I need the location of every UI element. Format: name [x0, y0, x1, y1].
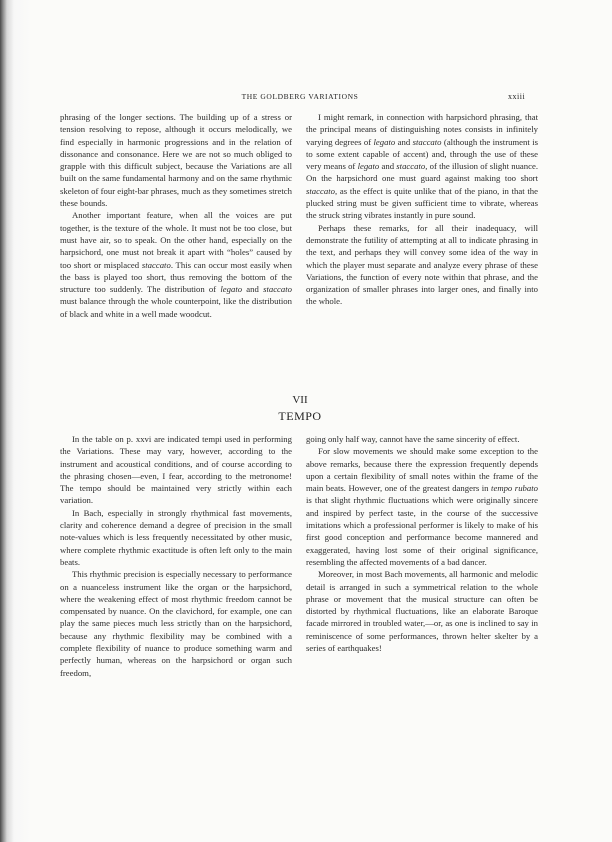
paragraph: This rhythmic precision is especially necessary to performance on a nuanceless instrument like the organ or the harpsichord, where the weakening effect of most rhythmic freedom cannot be compensated by nuance. On the clavichord, for example, one can play the same pieces much less strictly than on the harpsichord, because any rhythmic flexibility may be combined with a complete flexibility of nuance to produce something warm and perfectly human, whereas on the harpsichord or organ such freedom, [60, 569, 292, 678]
paragraph: I might remark, in connection with harpsichord phrasing, that the principal means of distinguishing notes consists in infinitely varying degrees of legato and staccato (although the instrument is to some extent capable of accent) and, through the use of these very means of legato and staccato, of the illusion of slight nuance. On the harpsichord one must guard against making too short staccato, as the effect is quite unlike that of the piano, in that the plucked string must be given sufficient time to vibrate, whereas the struck string vibrates instantly in pure sound. [306, 112, 539, 221]
bottom-right-column [306, 433, 538, 654]
paragraph: going only half way, cannot have the same sincerity of effect. [306, 434, 520, 444]
paragraph: In Bach, especially in strongly rhythmical fast movements, clarity and coherence demand a degree of precision in the small note-values which is less frequently necessitated by other music, where complete rhythmic exactitude is often left only to the main beats. [60, 507, 292, 567]
paragraph: Moreover, in most Bach movements, all harmonic and melodic detail is arranged in such a symmetrical relation to the whole phrase or movement that the musical structure can often be distorted by rhythmical fluctuations, like an elaborate Baroque facade mirrored in troubled water,—or, as one is inclined to say in reminiscence of some performances, thrown helter skelter by a series of earthquakes! [306, 569, 538, 654]
paragraph: phrasing of the longer sections. The building up of a stress or tension resolving to repose, although it occurs melodically, we find especially in harmonic progressions and in the relation of dissonance and consonance. Here we are not so much obliged to grapple with this difficult subject, because the Variations are all built on the same fundamental harmony and on the same rhythmic skeleton of four eight-bar phrases, much as they sometimes stretch these bounds. [60, 112, 292, 209]
section-number: VII [292, 394, 308, 406]
section-title: TEMPO [278, 409, 322, 423]
page-number: xxiii [508, 92, 526, 101]
bottom-left-column [60, 433, 292, 679]
paragraph: In the table on p. xxvi are indicated tempi used in performing the Variations. These may vary, however, according to the instrument and acoustical conditions, and of course according to the phrasing chosen—even, I fear, according to the metronome! The tempo should be maintained very strictly within each variation. [60, 434, 292, 506]
paragraph: Another important feature, when all the voices are put together, is the texture of the whole. It must not be too close, but must have air, so to speak. On the other hand, especially on the harpsichord, one must not break it apart with “holes” caused by too short or misplaced staccato. This can occur most easily when the bass is played too short, thus removing the bottom of the structure too suddenly. The distribution of legato and staccato must balance through the whole counterpoint, like the distribution of black and white in a well made woodcut. [60, 210, 293, 319]
top-right-column [306, 111, 538, 308]
top-left-column [60, 111, 292, 320]
paragraph: Perhaps these remarks, for all their inadequacy, will demonstrate the futility of attempting at all to indicate phrasing in the text, and perhaps they will convey some idea of the way in which the player must separate and analyze every phrase of these Variations, the function of every note within that phrase, and the organization of smaller phrases into larger ones, and finally into the whole. [306, 222, 538, 307]
running-head: THE GOLDBERG VARIATIONS [241, 92, 359, 101]
paragraph: For slow movements we should make some exception to the above remarks, because there the expression frequently depends upon a certain flexibility of small notes within the frame of the main beats. However, one of the greatest dangers in tempo rubato is that slight rhythmic fluctuations which were originally sincere and inspired by perfect taste, in the course of the successive imitations which a professional performer is likely to make of his first good conception and performance become mannered and exaggerated, having lost some of their original significance, resembling the affected movements of a bad dancer. [306, 446, 538, 567]
